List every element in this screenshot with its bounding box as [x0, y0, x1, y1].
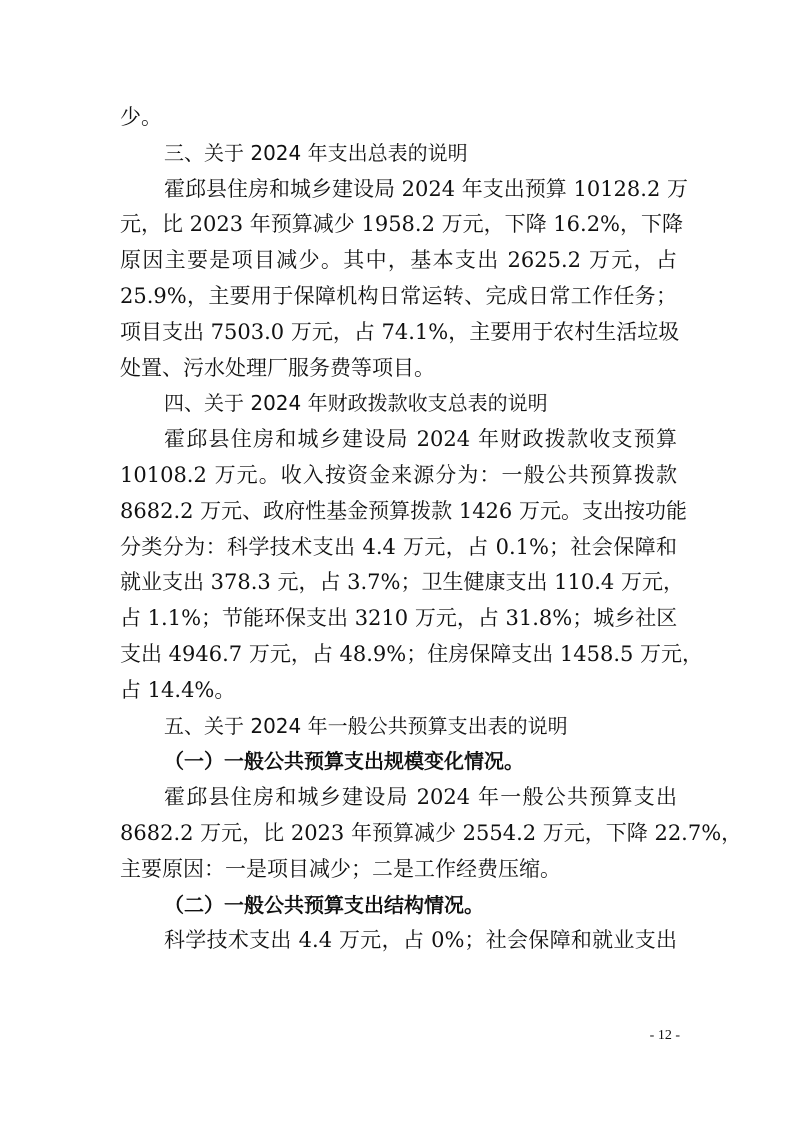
text-line: 10108.2 万元。收入按资金来源分为：一般公共预算拨款 [120, 462, 677, 487]
section-heading-4: 四、关于 2024 年财政拨款收支总表的说明 [164, 391, 548, 416]
text-line: 元，比 2023 年预算减少 1958.2 万元，下降 16.2%，下降 [120, 212, 684, 237]
text-line: 支出 4946.7 万元，占 48.9%；住房保障支出 1458.5 万元， [120, 641, 704, 666]
text-line: 项目支出 7503.0 万元，占 74.1%，主要用于农村生活垃圾 [120, 319, 680, 344]
text-line: 就业支出 378.3 元，占 3.7%；卫生健康支出 110.4 万元， [120, 570, 684, 595]
text-line: 科学技术支出 4.4 万元，占 0%；社会保障和就业支出 [164, 928, 677, 953]
text-line: 占 14.4%。 [120, 677, 236, 702]
section-heading-5: 五、关于 2024 年一般公共预算支出表的说明 [164, 713, 568, 738]
text-line: 处置、污水处理厂服务费等项目。 [120, 355, 435, 380]
text-line: 分类分为：科学技术支出 4.4 万元，占 0.1%；社会保障和 [120, 534, 677, 559]
text-line: 霍邱县住房和城乡建设局 2024 年一般公共预算支出 [164, 785, 677, 810]
text-line: 25.9%，主要用于保障机构日常运转、完成日常工作任务； [120, 283, 677, 308]
text-line: 霍邱县住房和城乡建设局 2024 年财政拨款收支预算 [164, 427, 677, 452]
subsection-heading-1: （一）一般公共预算支出规模变化情况。 [164, 749, 524, 774]
subsection-heading-2: （二）一般公共预算支出结构情况。 [164, 892, 484, 917]
text-line: 少。 [120, 105, 162, 129]
text-line: 8682.2 万元，比 2023 年预算减少 2554.2 万元，下降 22.7%， [120, 820, 743, 845]
document-body [120, 100, 743, 959]
section-heading-3: 三、关于 2024 年支出总表的说明 [164, 140, 468, 165]
text-line: 霍邱县住房和城乡建设局 2024 年支出预算 10128.2 万 [164, 176, 688, 201]
text-line: 原因主要是项目减少。其中，基本支出 2625.2 万元，占 [120, 248, 677, 273]
text-line: 8682.2 万元、政府性基金预算拨款 1426 万元。支出按功能 [120, 498, 687, 523]
text-line: 主要原因：一是项目减少；二是工作经费压缩。 [120, 856, 561, 881]
text-line: 占 1.1%；节能环保支出 3210 万元，占 31.8%；城乡社区 [120, 606, 678, 631]
page-number: - 12 - [649, 1028, 680, 1043]
